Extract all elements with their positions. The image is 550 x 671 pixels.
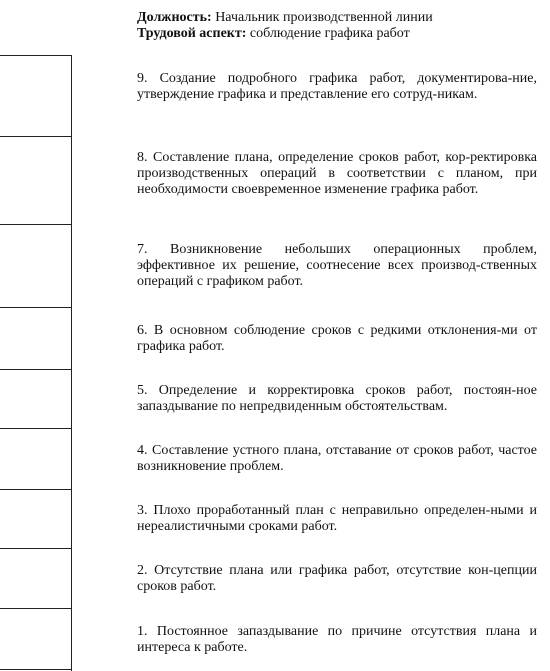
scale-tick xyxy=(0,608,72,609)
rating-scale xyxy=(0,55,550,671)
level-description: 8. Составление плана, определение сроков работ, кор-ректировка производственных операций в соответствии с планом, при необходимости своевременное изменение графика работ. xyxy=(137,150,537,197)
aspect-label: Трудовой аспект: xyxy=(137,26,247,41)
position-label: Должность: xyxy=(137,10,212,25)
scale-tick xyxy=(0,548,72,549)
form-header xyxy=(137,10,542,42)
scale-tick xyxy=(0,489,72,490)
level-description: 7. Возникновение небольших операционных проблем, эффективное их решение, соотнесение всех производ-ственных операций с графиком работ. xyxy=(137,242,537,289)
level-description: 1. Постоянное запаздывание по причине отсутствия плана и интереса к работе. xyxy=(137,624,537,655)
scale-tick xyxy=(0,224,72,225)
position-value: Начальник производственной линии xyxy=(215,10,433,25)
scale-bar[interactable] xyxy=(0,55,72,671)
scale-tick xyxy=(0,369,72,370)
level-description: 2. Отсутствие плана или графика работ, отсутствие кон-цепции сроков работ. xyxy=(137,563,537,594)
level-description: 3. Плохо проработанный план с неправильно определен-ными и нереалистичными сроками работ. xyxy=(137,503,537,534)
scale-tick xyxy=(0,669,72,670)
position-row xyxy=(137,10,542,26)
scale-tick xyxy=(0,307,72,308)
level-description: 9. Создание подробного графика работ, документирова-ние, утверждение графика и представление его сотруд-никам. xyxy=(137,71,537,102)
level-description: 4. Составление устного плана, отставание от сроков работ, частое возникновение проблем. xyxy=(137,443,537,474)
scale-tick xyxy=(0,55,72,56)
level-description: 6. В основном соблюдение сроков с редкими отклонения-ми от графика работ. xyxy=(137,323,537,354)
level-description: 5. Определение и корректировка сроков работ, постоян-ное запаздывание по непредвиденным обстоятельствам. xyxy=(137,383,537,414)
scale-tick xyxy=(0,136,72,137)
aspect-value: соблюдение графика работ xyxy=(249,26,410,41)
aspect-row xyxy=(137,26,542,42)
scale-tick xyxy=(0,428,72,429)
